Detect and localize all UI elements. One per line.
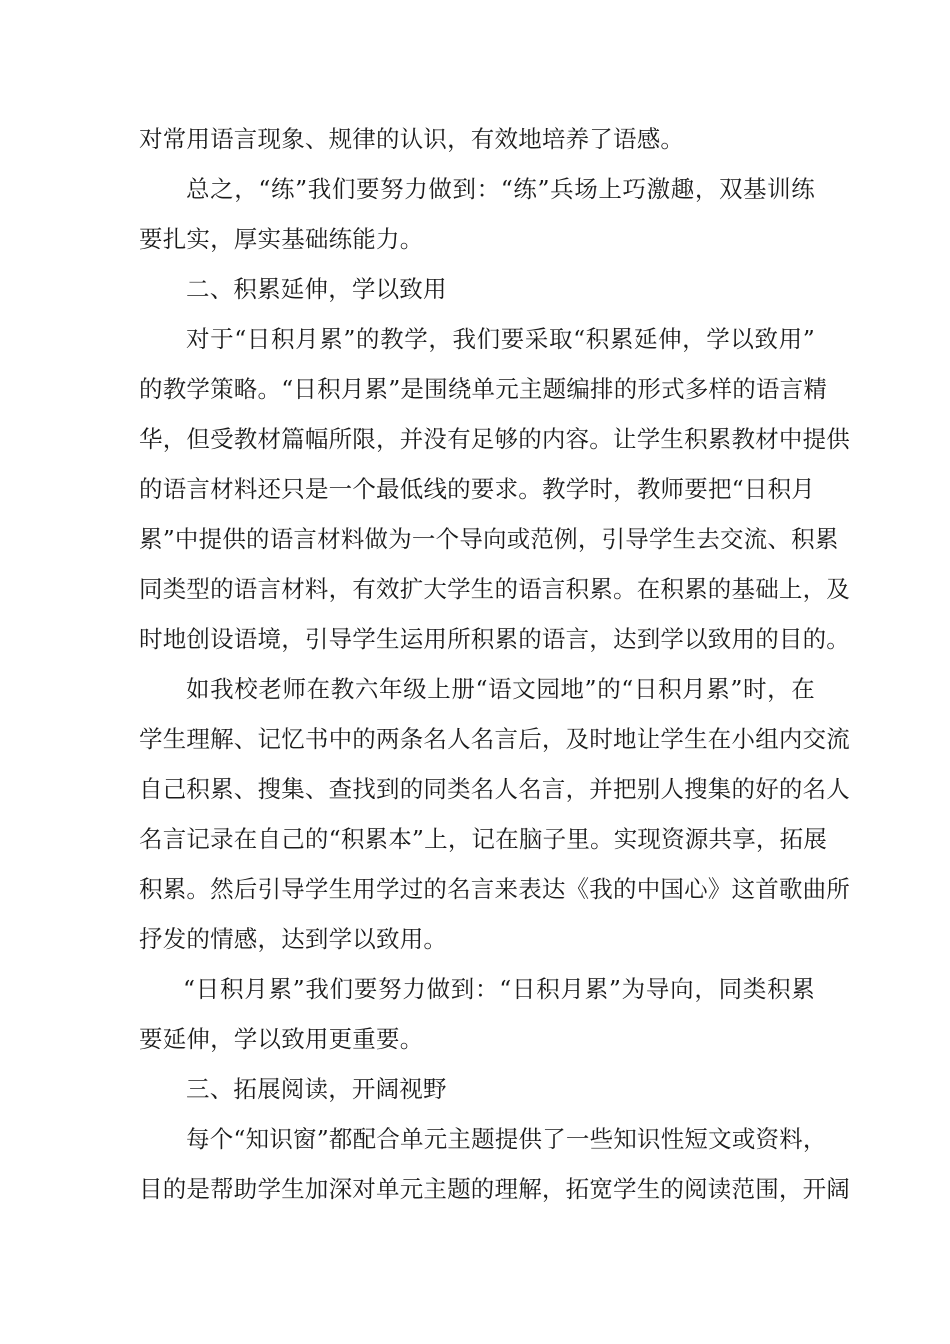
text-line: 累”中提供的语言材料做为一个导向或范例，引导学生去交流、积累	[139, 525, 839, 553]
text-line: 总之，“练”我们要努力做到：“练”兵场上巧激趣，双基训练	[186, 175, 815, 203]
text-line: 对于“日积月累”的教学，我们要采取“积累延伸，学以致用”	[186, 325, 815, 353]
text-line: 时地创设语境，引导学生运用所积累的语言，达到学以致用的目的。	[139, 625, 850, 653]
text-line: 自己积累、搜集、查找到的同类名人名言，并把别人搜集的好的名人	[139, 775, 850, 803]
text-line: “日积月累”我们要努力做到：“日积月累”为导向，同类积累	[183, 975, 815, 1003]
text-line: 每个“知识窗”都配合单元主题提供了一些知识性短文或资料，	[186, 1125, 827, 1153]
section-heading: 三、拓展阅读，开阔视野	[186, 1075, 447, 1103]
text-line: 华，但受教材篇幅所限，并没有足够的内容。让学生积累教材中提供	[139, 425, 850, 453]
body-text	[139, 114, 850, 1214]
text-line: 对常用语言现象、规律的认识，有效地培养了语感。	[139, 125, 685, 153]
section-heading: 二、积累延伸，学以致用	[186, 275, 447, 303]
text-line: 的语言材料还只是一个最低线的要求。教学时，教师要把“日积月	[139, 475, 815, 503]
text-line: 名言记录在自己的“积累本”上，记在脑子里。实现资源共享，拓展	[139, 825, 828, 853]
text-line: 要扎实，厚实基础练能力。	[139, 225, 424, 253]
text-line: 的教学策略。“日积月累”是围绕单元主题编排的形式多样的语言精	[139, 375, 828, 403]
text-line: 目的是帮助学生加深对单元主题的理解，拓宽学生的阅读范围，开阔	[139, 1175, 850, 1203]
text-line: 学生理解、记忆书中的两条名人名言后，及时地让学生在小组内交流	[139, 725, 850, 753]
text-line: 如我校老师在教六年级上册“语文园地”的“日积月累”时，在	[186, 675, 815, 703]
text-line: 抒发的情感，达到学以致用。	[139, 925, 448, 953]
text-line: 积累。然后引导学生用学过的名言来表达《我的中国心》这首歌曲所	[139, 875, 850, 903]
text-line: 同类型的语言材料，有效扩大学生的语言积累。在积累的基础上，及	[139, 575, 850, 603]
text-line: 要延伸，学以致用更重要。	[139, 1025, 424, 1053]
